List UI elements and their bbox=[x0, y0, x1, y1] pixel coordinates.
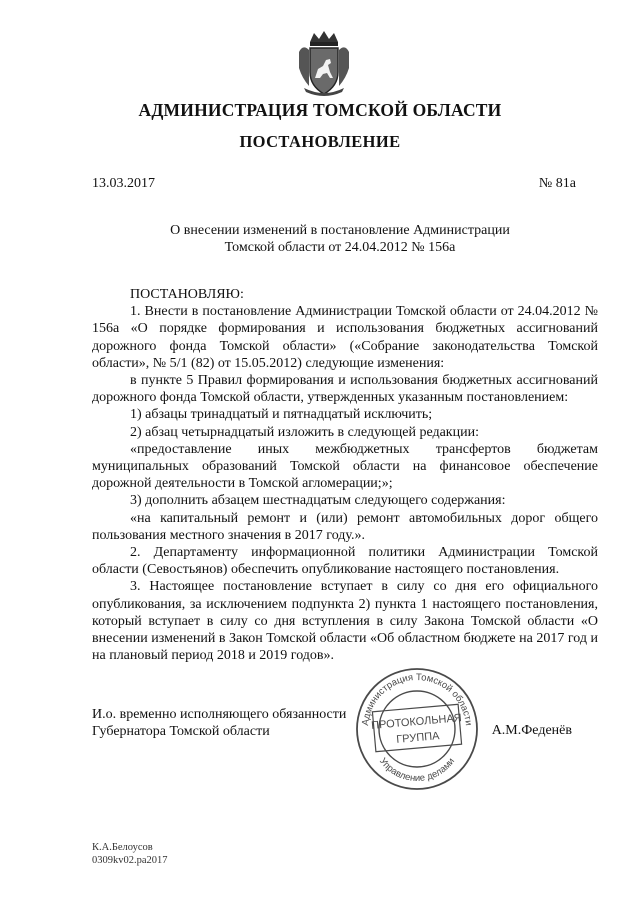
body-paragraph: в пункте 5 Правил формирования и использования бюджетных ассигнований дорожного фонда Томской области, утвержденных указанным постановлением: bbox=[92, 373, 598, 406]
body-paragraph: 2. Департаменту информационной политики Администрации Томской области (Севостьянов) обеспечить опубликование настоящего постановления. bbox=[92, 545, 598, 578]
document-subject bbox=[140, 222, 540, 256]
body-paragraph: «предоставление иных межбюджетных трансфертов бюджетам муниципальных образований Томской области на финансовое обеспечение дорожной деятельности в Томской агломерации;»; bbox=[92, 441, 598, 492]
body-paragraph: 1. Внести в постановление Администрации Томской области от 24.04.2012 № 156а «О порядке формирования и использования бюджетных ассигнований дорожного фонда Томской области» («Собрание законодательства Томской области», № 5/1 (82) от 15.05.2012) следующие изменения: bbox=[92, 304, 598, 371]
stamp-center-line: ПРОТОКОЛЬНАЯ bbox=[370, 712, 463, 732]
body-paragraph: 2) абзац четырнадцатый изложить в следующей редакции: bbox=[130, 424, 479, 440]
resolution-heading: ПОСТАНОВЛЯЮ: bbox=[130, 287, 244, 302]
organization-title: АДМИНИСТРАЦИЯ ТОМСКОЙ ОБЛАСТИ bbox=[138, 100, 502, 120]
stamp-ring-text-bottom: Управление делами bbox=[376, 756, 458, 785]
document-footer bbox=[92, 842, 168, 867]
body-paragraph: 3) дополнить абзацем шестнадцатым следующего содержания: bbox=[130, 493, 506, 509]
document-number: № 81а bbox=[538, 176, 576, 191]
signatory-name: А.М.Феденёв bbox=[491, 723, 572, 738]
document-type: ПОСТАНОВЛЕНИЕ bbox=[239, 132, 401, 151]
body-paragraph: 3. Настоящее постановление вступает в силу со дня его официального опубликования, за исключением подпункта 2) пункта 1 настоящего постановления, который вступает в силу со дня вступления в силу Закона Томской области «О внесении изменений в Закон Томской области «Об областном бюджете на 2017 год и на плановый период 2018 и 2019 годов». bbox=[92, 579, 598, 664]
signatory-position-line: И.о. временно исполняющего обязанности bbox=[92, 707, 347, 722]
subject-line: Томской области от 24.04.2012 № 156а bbox=[224, 240, 456, 255]
body-paragraph: 1) абзацы тринадцатый и пятнадцатый исключить; bbox=[130, 407, 433, 423]
signatory-position bbox=[92, 706, 346, 740]
file-code: 0309kv02.ра2017 bbox=[92, 854, 168, 866]
document-date: 13.03.2017 bbox=[92, 176, 155, 191]
executor-name: К.А.Белоусов bbox=[92, 842, 153, 853]
stamp-center-line: ГРУППА bbox=[395, 730, 440, 746]
document-body bbox=[92, 286, 598, 664]
body-paragraph: «на капитальный ремонт и (или) ремонт автомобильных дорог общего пользования местного значения в 2017 году.». bbox=[92, 510, 598, 543]
stamp-ring-text-top: Администрация Томской области bbox=[360, 671, 474, 727]
subject-line: О внесении изменений в постановление Администрации bbox=[170, 223, 510, 238]
signatory-position-line: Губернатора Томской области bbox=[92, 724, 270, 739]
tomsk-coat-of-arms-icon bbox=[296, 28, 352, 98]
protocol-group-stamp bbox=[352, 666, 482, 792]
